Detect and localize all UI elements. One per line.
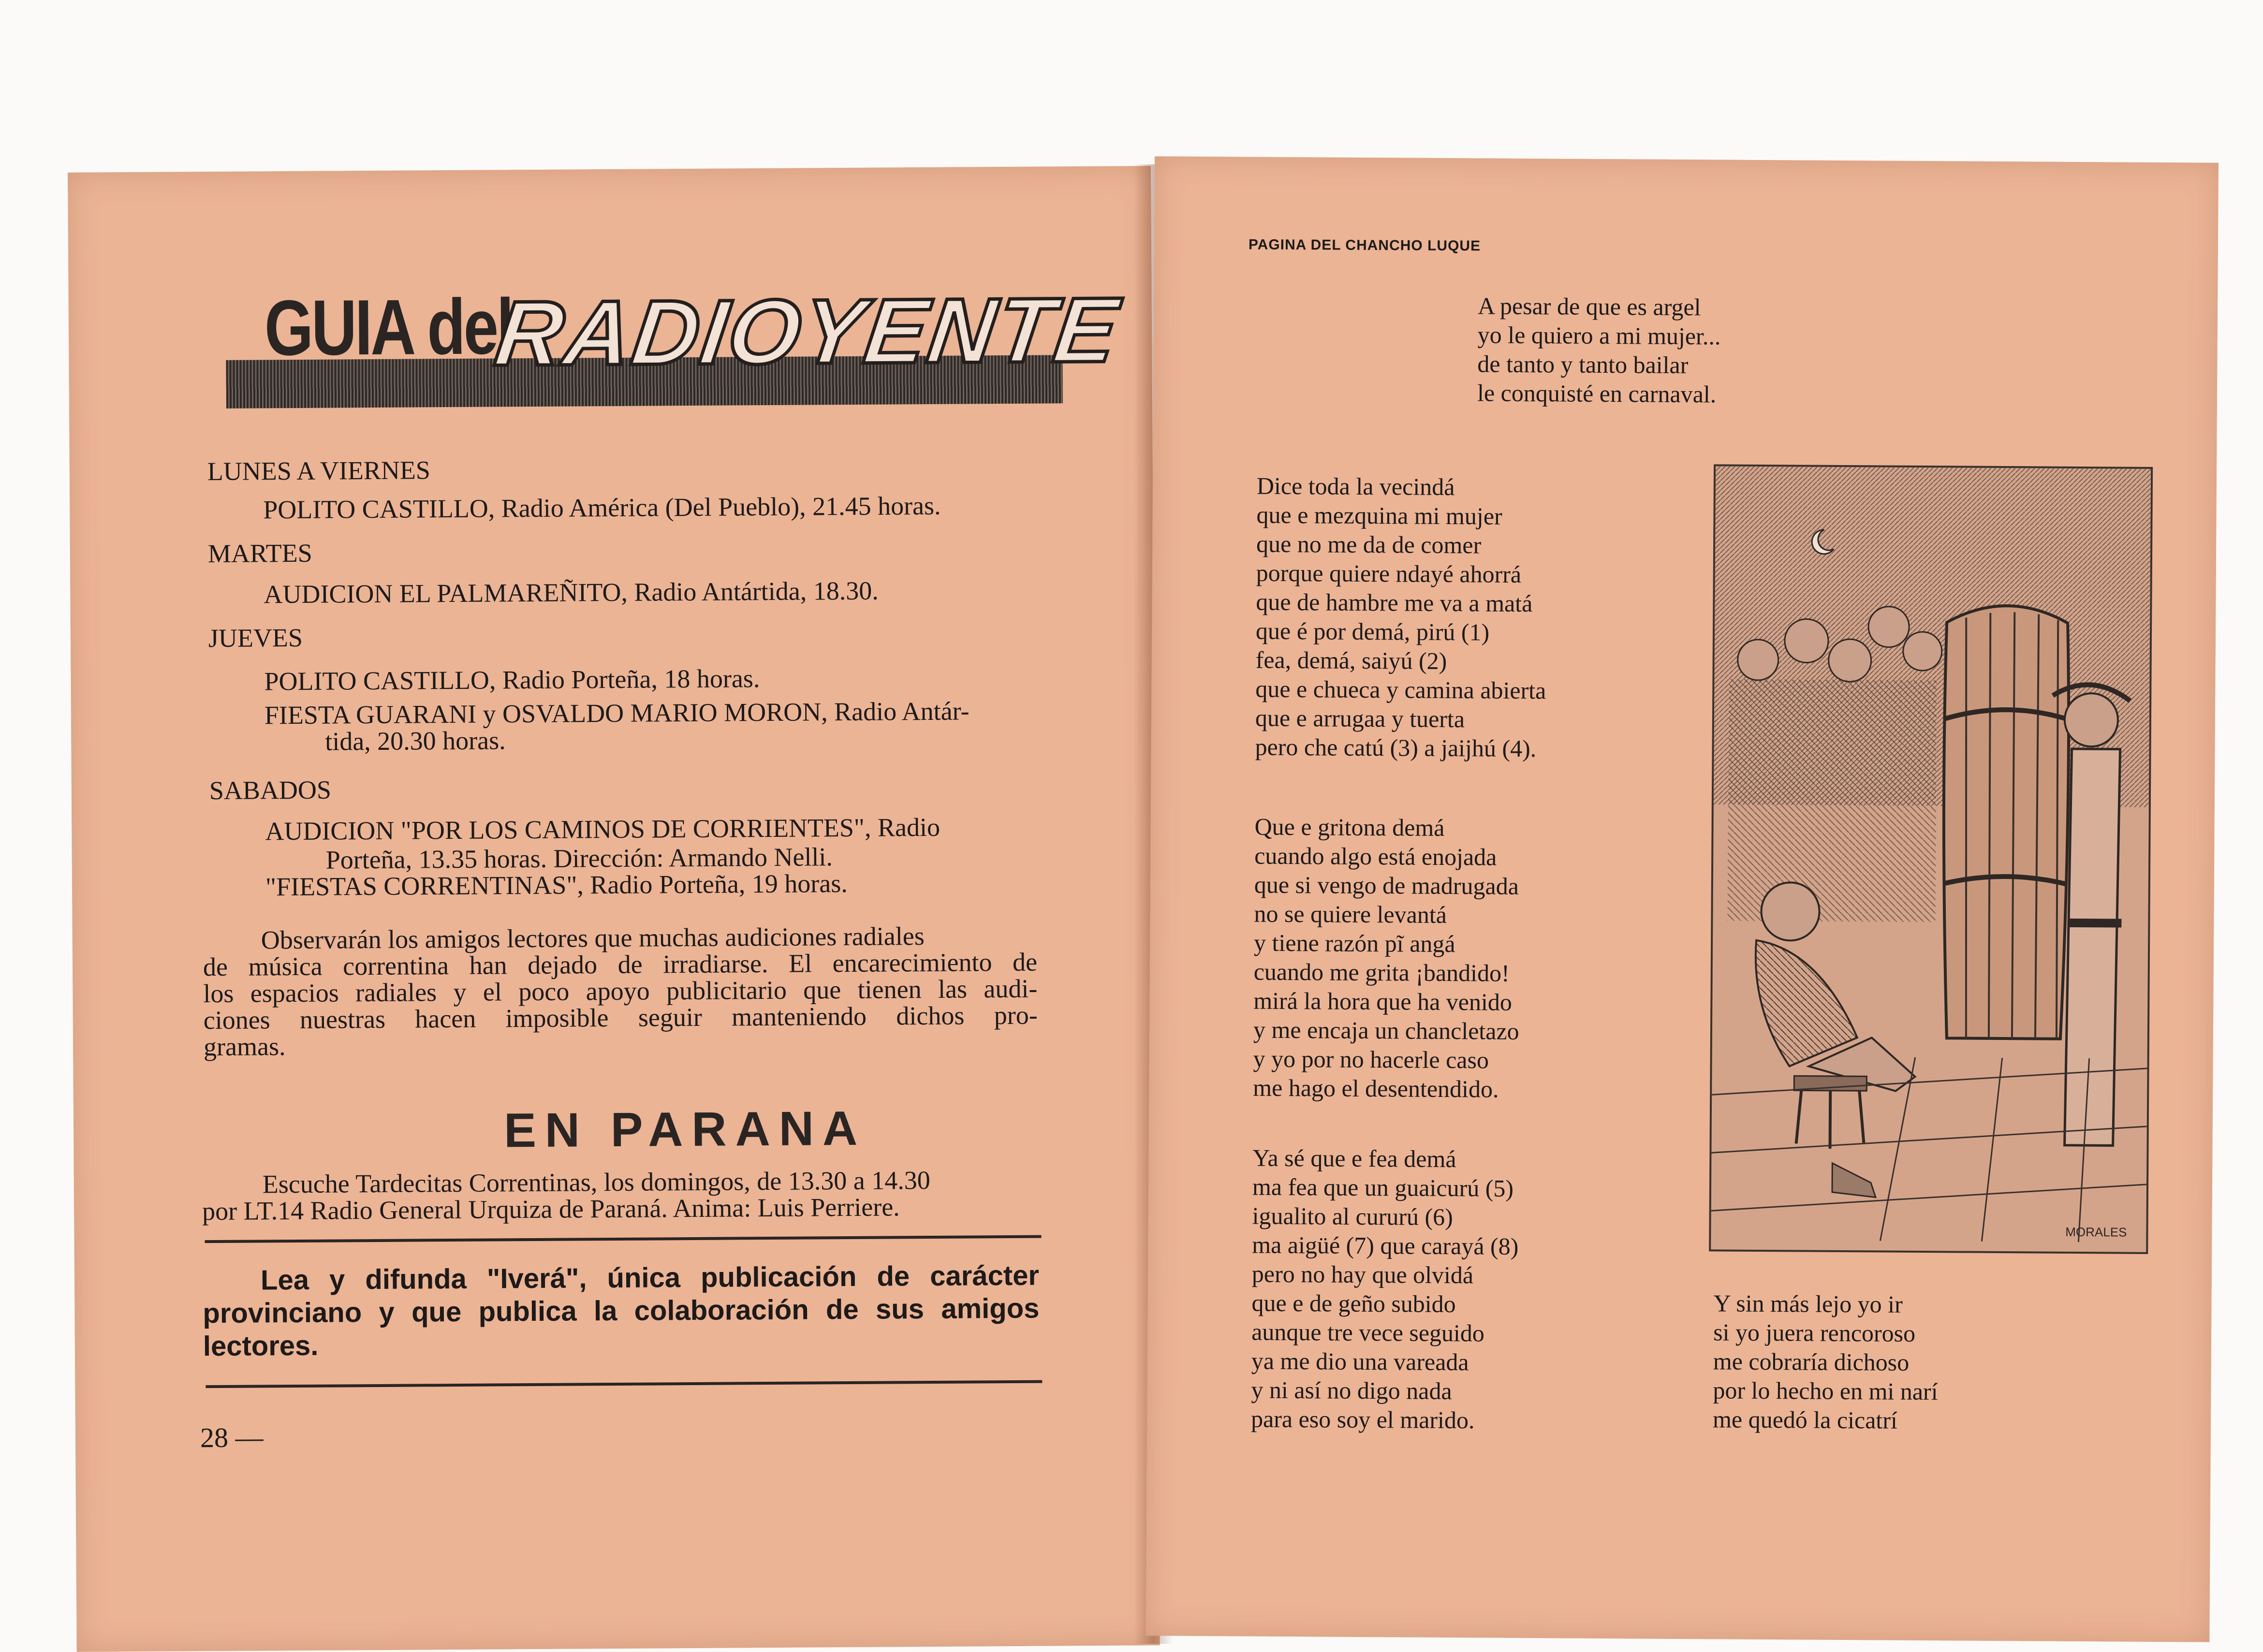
verse-line: Que e gritona demá: [1254, 813, 1445, 841]
day-lunes-viernes: LUNES A VIERNES: [207, 455, 431, 486]
verse-line: ma fea que un guaicurú (5): [1252, 1173, 1514, 1202]
schedule-entry: Porteña, 13.35 horas. Dirección: Armando Nelli.: [325, 842, 833, 875]
verse-line: mirá la hora que ha venido: [1253, 987, 1513, 1016]
illustration: [1709, 464, 2153, 1254]
verse-line: cuando algo está enojada: [1254, 842, 1497, 871]
verse-line: no se quiere levantá: [1254, 900, 1447, 928]
promo-text: Lea y difunda "Iverá", única publicación de carácter provinciano y que publica la colaboración de sus amigos lectores.: [203, 1259, 1040, 1362]
verse-line: Dice toda la vecindá: [1256, 472, 1455, 501]
verse-line: aunque tre vece seguido: [1251, 1318, 1485, 1347]
parana-line: Escuche Tardecitas Correntinas, los domingos, de 13.30 a 14.30: [262, 1165, 930, 1199]
verse-stanza-1: [1255, 471, 1547, 763]
schedule-entry: AUDICION EL PALMAREÑITO, Radio Antártida, 18.30.: [264, 576, 879, 609]
note-line: los espacios radiales y el poco apoyo publicitario que tienen las audi-: [203, 974, 1038, 1009]
en-parana-heading: EN PARANA: [503, 1101, 867, 1158]
illustration-drawing: [1711, 466, 2151, 1252]
schedule-entry: tida, 20.30 horas.: [325, 726, 506, 756]
banner-guia-text: GUIA del: [264, 282, 513, 372]
verse-line: pero no hay que olvidá: [1251, 1260, 1474, 1289]
verse-line: que e chueca y camina abierta: [1255, 675, 1546, 704]
left-page: [68, 166, 1160, 1652]
verse-stanza-3: [1251, 1143, 1519, 1435]
schedule-entry: FIESTA GUARANI y OSVALDO MARIO MORON, Radio Antár-: [264, 696, 970, 730]
radioyente-banner: [225, 273, 1125, 418]
verse-line: por lo hecho en mi narí: [1713, 1376, 1938, 1405]
verse-line: me cobraría dichoso: [1713, 1347, 1910, 1376]
verse-line: pero che catú (3) a jaijhú (4).: [1255, 733, 1537, 762]
note-line: Observarán los amigos lectores que muchas audiciones radiales: [261, 921, 925, 955]
verse-line: y yo por no hacerle caso: [1253, 1045, 1489, 1074]
illustration-signature: MORALES: [2065, 1224, 2127, 1240]
day-martes: MARTES: [207, 538, 312, 569]
verse-line: y ni así no digo nada: [1251, 1376, 1452, 1405]
verse-line: para eso soy el marido.: [1250, 1405, 1475, 1434]
verse-line: cuando me grita ¡bandido!: [1253, 958, 1510, 987]
schedule-entry: POLITO CASTILLO, Radio Porteña, 18 horas.: [264, 664, 760, 696]
schedule-entry: AUDICION "POR LOS CAMINOS DE CORRIENTES", Radio: [265, 812, 940, 846]
verse-line: y tiene razón pĩ angá: [1253, 929, 1455, 958]
verse-line: le conquisté en carnaval.: [1477, 379, 1717, 408]
verse-line: ya me dio una vareada: [1251, 1347, 1469, 1376]
verse-line: me quedó la cicatrí: [1712, 1405, 1898, 1434]
schedule-entry: "FIESTAS CORRENTINAS", Radio Porteña, 19 horas.: [265, 869, 848, 902]
verse-line: Y sin más lejo yo ir: [1713, 1289, 1903, 1318]
verse-stanza-4: [1713, 1288, 1939, 1435]
intro-verse: [1477, 291, 1721, 409]
verse-line: A pesar de que es argel: [1477, 292, 1701, 321]
verse-line: que é por demá, pirú (1): [1255, 617, 1490, 646]
banner-radioyente-text: RADIOYENTE: [489, 278, 1125, 385]
verse-line: que si vengo de madrugada: [1254, 871, 1519, 900]
verse-line: igualito al cururú (6): [1252, 1202, 1453, 1231]
divider-bottom: [206, 1380, 1042, 1389]
day-sabados: SABADOS: [209, 775, 332, 805]
verse-line: porque quiere ndayé ahorrá: [1256, 559, 1522, 588]
verse-line: si yo juera rencoroso: [1713, 1318, 1916, 1347]
magazine-spread: [68, 164, 2219, 1644]
verse-line: que de hambre me va a matá: [1256, 588, 1533, 617]
verse-line: que e arrugaa y tuerta: [1255, 704, 1465, 733]
parana-line: por LT.14 Radio General Urquiza de Paraná. Anima: Luis Perriere.: [202, 1192, 900, 1226]
day-jueves: JUEVES: [208, 623, 303, 653]
verse-line: fea, demá, saiyú (2): [1255, 646, 1447, 674]
divider-top: [205, 1235, 1042, 1243]
right-page: [1146, 156, 2219, 1642]
verse-line: que e de geño subido: [1251, 1289, 1456, 1318]
note-line: de música correntina han dejado de irradiarse. El encarecimiento de: [203, 947, 1038, 982]
verse-line: que no me da de comer: [1256, 530, 1482, 559]
verse-line: Ya sé que e fea demá: [1252, 1144, 1456, 1173]
verse-line: y me encaja un chancletazo: [1253, 1016, 1519, 1045]
verse-line: de tanto y tanto bailar: [1477, 350, 1689, 379]
schedule-entry: POLITO CASTILLO, Radio América (Del Pueblo), 21.45 horas.: [263, 491, 941, 525]
verse-line: que e mezquina mi mujer: [1256, 501, 1502, 530]
verse-stanza-2: [1253, 812, 1520, 1104]
note-line: gramas.: [203, 1032, 286, 1062]
note-line: ciones nuestras hacen imposible seguir manteniendo dichos pro-: [203, 1000, 1038, 1035]
verse-line: yo le quiero a mi mujer...: [1477, 321, 1721, 350]
verse-line: me hago el desentendido.: [1253, 1074, 1499, 1103]
page-number: 28 —: [200, 1421, 264, 1454]
page-header: PAGINA DEL CHANCHO LUQUE: [1248, 236, 1481, 254]
verse-line: ma aigüé (7) que carayá (8): [1252, 1231, 1519, 1260]
